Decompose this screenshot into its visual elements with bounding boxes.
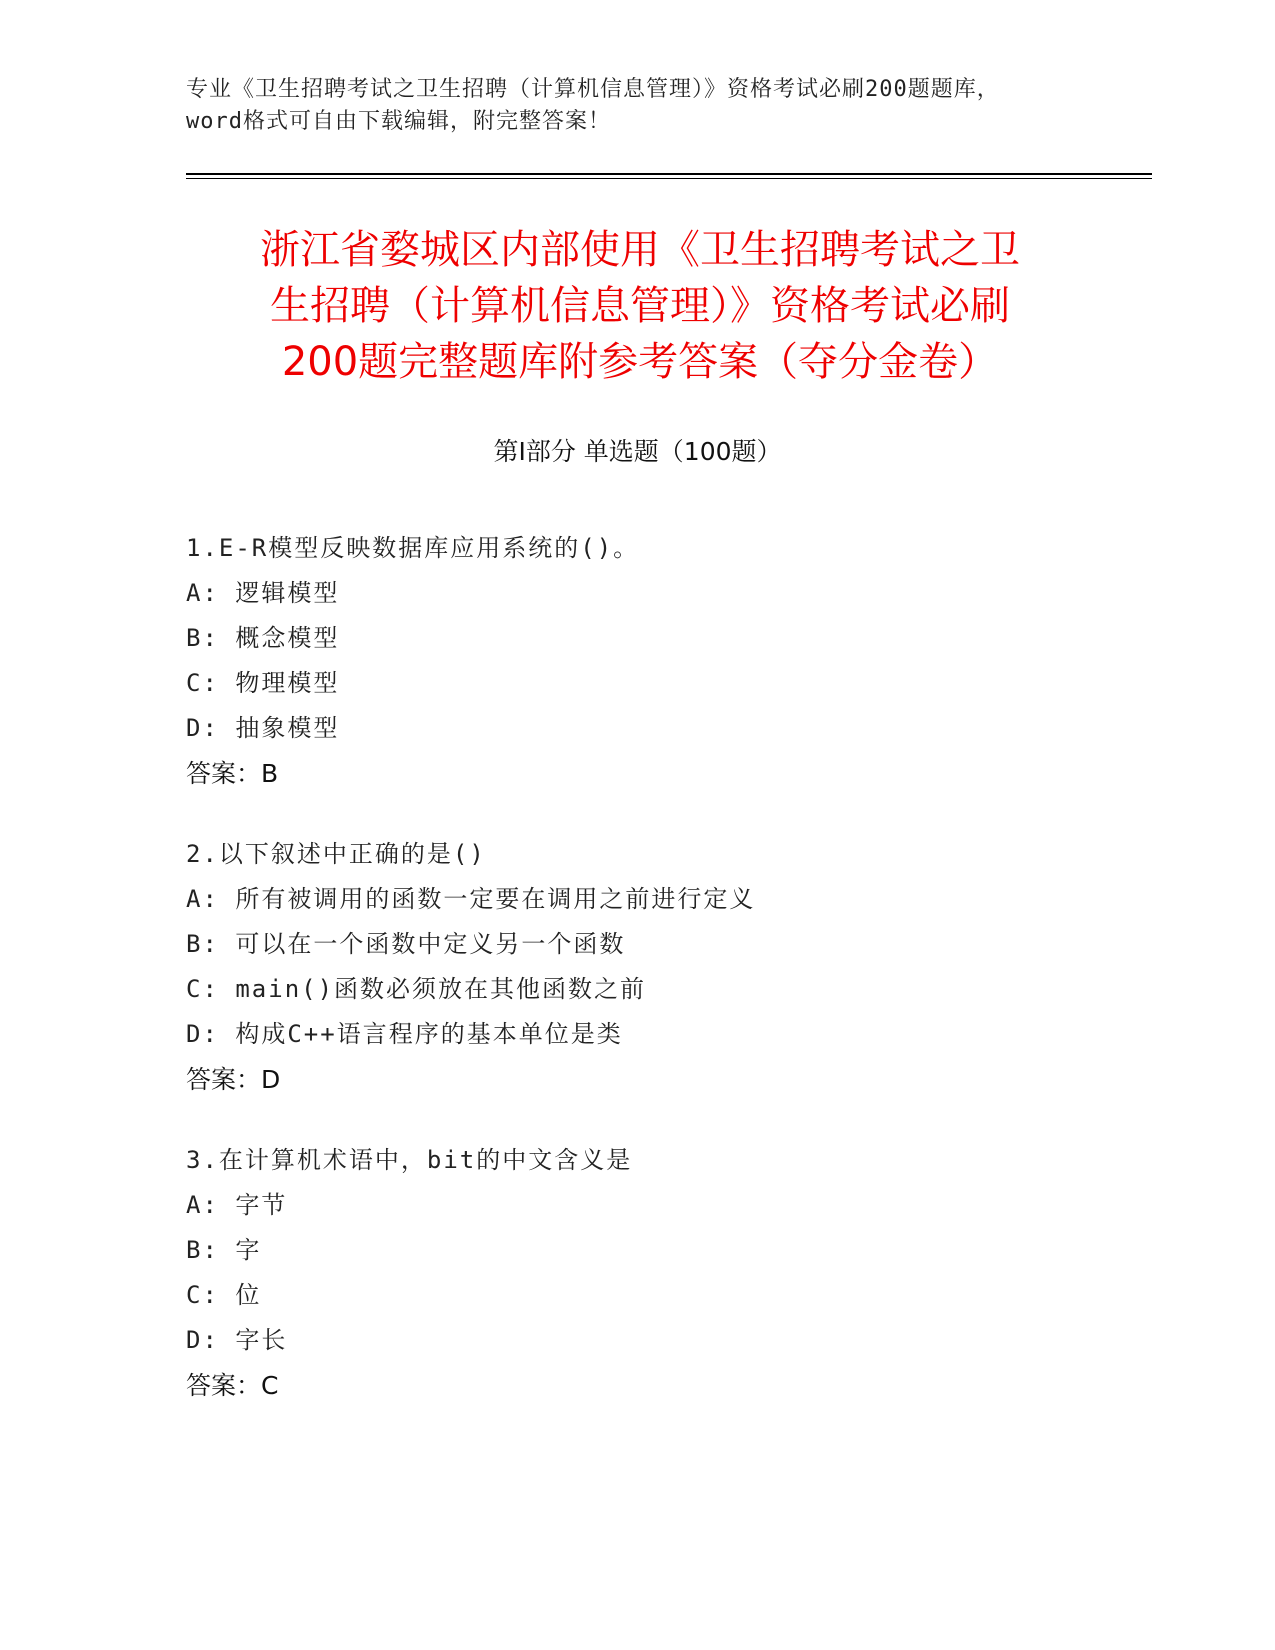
intro-line-1: 专业《卫生招聘考试之卫生招聘（计算机信息管理）》资格考试必刷200题题库， — [186, 77, 1000, 102]
question-1 — [186, 526, 1086, 796]
option-d: D: 构成C++语言程序的基本单位是类 — [186, 1020, 623, 1048]
option-b: B: 概念模型 — [186, 624, 340, 652]
option-a: A: 字节 — [186, 1191, 288, 1219]
option-c: C: 位 — [186, 1281, 262, 1309]
question-list — [186, 526, 1086, 1444]
option-b: B: 可以在一个函数中定义另一个函数 — [186, 930, 626, 958]
question-stem: 1.E-R模型反映数据库应用系统的()。 — [186, 534, 640, 562]
title-line-2: 生招聘（计算机信息管理）》资格考试必刷 — [270, 283, 1010, 329]
option-c: C: main()函数必须放在其他函数之前 — [186, 975, 647, 1003]
question-3 — [186, 1138, 1086, 1408]
option-a: A: 逻辑模型 — [186, 579, 340, 607]
option-b: B: 字 — [186, 1236, 262, 1264]
question-stem: 3.在计算机术语中，bit的中文含义是 — [186, 1146, 633, 1174]
title-line-3: 200题完整题库附参考答案（夺分金卷） — [281, 339, 999, 385]
header-rule-thick — [186, 173, 1152, 175]
answer: 答案：B — [186, 759, 279, 788]
document-title — [190, 222, 1090, 390]
question-stem: 2.以下叙述中正确的是() — [186, 840, 486, 868]
section-heading: 第Ⅰ部分 单选题（100题） — [493, 437, 782, 466]
header-rule-thin — [186, 178, 1152, 179]
option-a: A: 所有被调用的函数一定要在调用之前进行定义 — [186, 885, 756, 913]
option-c: C: 物理模型 — [186, 669, 340, 697]
intro-text — [186, 74, 1106, 138]
option-d: D: 抽象模型 — [186, 714, 340, 742]
title-line-1: 浙江省婺城区内部使用《卫生招聘考试之卫 — [260, 227, 1020, 273]
option-d: D: 字长 — [186, 1326, 288, 1354]
answer: 答案：D — [186, 1065, 281, 1094]
answer: 答案：C — [186, 1371, 279, 1400]
intro-line-2: word格式可自由下载编辑，附完整答案！ — [186, 109, 611, 134]
question-2 — [186, 832, 1086, 1102]
